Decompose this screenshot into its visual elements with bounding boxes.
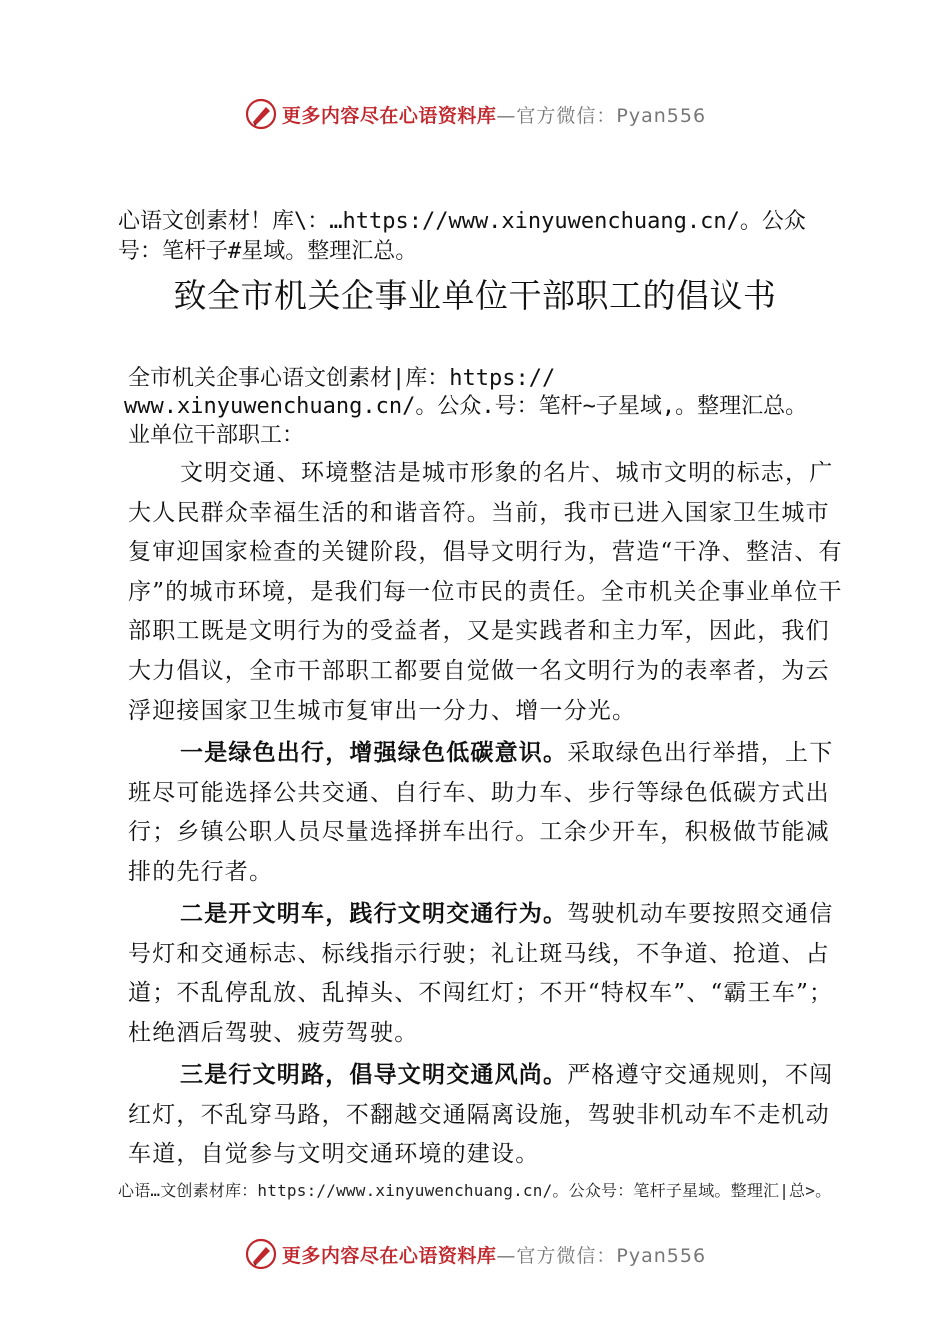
paragraph-point-1 <box>128 733 843 892</box>
salutation-line3: 业单位干部职工： <box>128 423 305 448</box>
paragraph-point-3 <box>128 1055 843 1175</box>
watermark-top-line2: 号：笔杆子#星域。整理汇总。 <box>118 239 418 264</box>
salutation-line1: 全市机关企事心语文创素材|库：https:// <box>128 366 556 391</box>
paragraph-point-2 <box>128 894 843 1053</box>
banner-red-text: 更多内容尽在心语资料库 <box>281 1244 497 1267</box>
salutation-line2: www.xinyuwenchuang.cn/。公众.号：笔杆~子星域,。整理汇总。 <box>124 394 808 419</box>
banner-gray-text: —官方微信：Pyan556 <box>496 104 707 127</box>
paragraph-lead: 三是行文明路，倡导文明交通风尚。 <box>180 1061 568 1088</box>
banner-gray-text: —官方微信：Pyan556 <box>496 1244 707 1267</box>
watermark-bottom: 心语…文创素材库：https://www.xinyuwenchuang.cn/。公众号：笔杆子星域。整理汇|总>。 <box>118 1181 832 1200</box>
footer-banner <box>0 1234 950 1274</box>
header-banner <box>0 94 950 134</box>
paragraph-text: 采取绿色出行举措，上下班尽可能选择公共交通、自行车、助力车、步行等绿色低碳方式出行；乡镇公职人员尽量选择拼车出行。工余少开车，积极做节能减排的先行者。 <box>128 740 834 885</box>
paragraph-text: 严格遵守交通规则，不闯红灯，不乱穿马路，不翻越交通隔离设施，驾驶非机动车不走机动车道，自觉参与文明交通环境的建设。 <box>128 1062 834 1168</box>
paragraph-text: 驾驶机动车要按照交通信号灯和交通标志、标线指示行驶；礼让斑马线，不争道、抢道、占道；不乱停乱放、乱掉头、不闯红灯；不开“特权车”、“霸王车”； 杜绝酒后驾驶、疲劳驾驶。 <box>128 901 834 1046</box>
paragraph-intro <box>128 454 843 731</box>
paragraph-text: 文明交通、环境整洁是城市形象的名片、城市文明的标志，广大人民群众幸福生活的和谐音符。当前，我市已进入国家卫生城市复审迎国家检查的关键阶段，倡导文明行为，营造“干净、整洁、有序”的城市环境，是我们每一位市民的责任。全市机关企事业单位干部职工既是文明行为的受益者，又是实践者和主力军，因此，我们大力倡议，全市干部职工都要自觉做一名文明行为的表率者，为云浮迎接国家卫生城市复审出一分力、增一分光。 <box>128 460 843 724</box>
paragraph-lead: 一是绿色出行，增强绿色低碳意识。 <box>180 739 568 766</box>
pen-logo-icon <box>244 1237 278 1271</box>
page-title: 致全市机关企事业单位干部职工的倡议书 <box>173 276 777 315</box>
watermark-top-line1: 心语文创素材！库\：…https://www.xinyuwenchuang.cn/。公众 <box>118 209 806 234</box>
pen-logo-icon <box>244 97 278 131</box>
paragraph-lead: 二是开文明车，践行文明交通行为。 <box>180 900 568 927</box>
banner-red-text: 更多内容尽在心语资料库 <box>281 104 497 127</box>
